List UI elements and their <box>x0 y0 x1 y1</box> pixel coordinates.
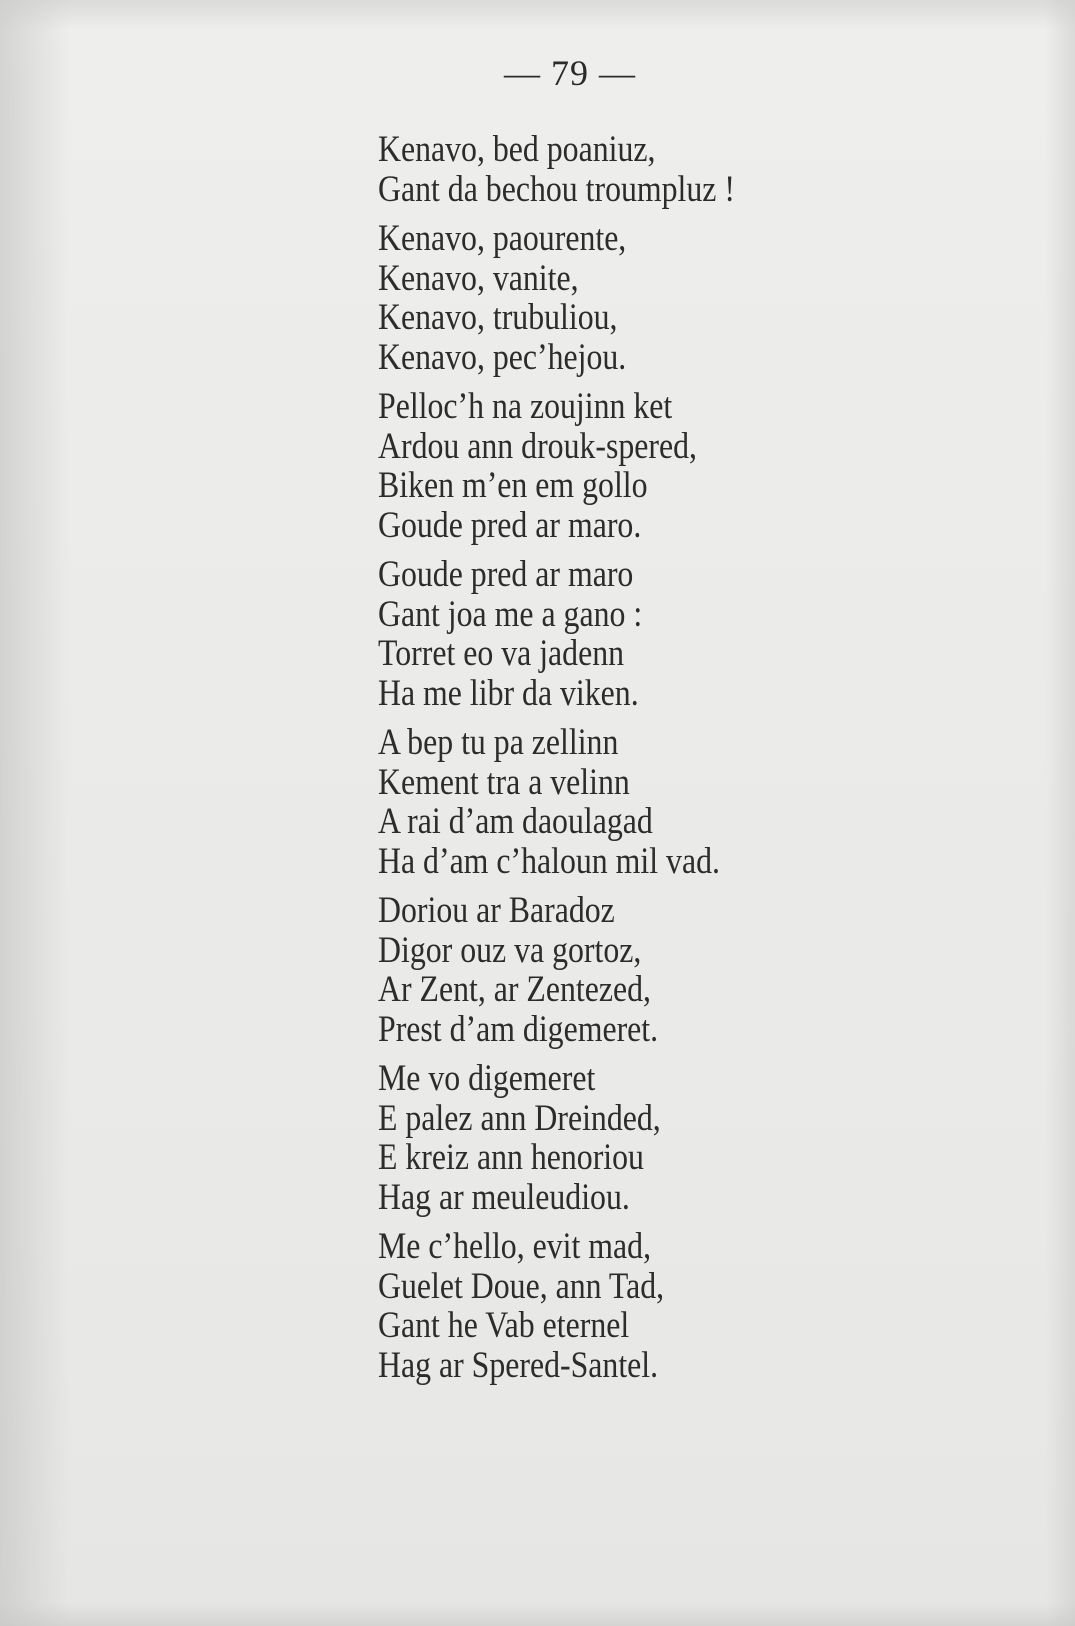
poem-line: Digor ouz va gortoz, <box>378 929 642 971</box>
paper-edge-right <box>1045 0 1075 1626</box>
poem-line: Goude pred ar maro <box>378 554 634 595</box>
poem-text <box>378 130 860 1395</box>
poem-line: E palez ann Dreinded, <box>378 1097 661 1139</box>
poem-line: Goude pred ar maro. <box>378 504 642 546</box>
poem-line: Kenavo, trubuliou, <box>378 297 618 338</box>
stanza-3 <box>378 387 860 545</box>
stanza-6 <box>378 891 860 1049</box>
poem-line: Prest d’am digemeret. <box>378 1008 659 1050</box>
poem-line: Ha d’am c’haloun mil vad. <box>378 840 720 882</box>
poem-line: Torret eo va jadenn <box>378 633 625 674</box>
poem-line: Gant he Vab eternel <box>378 1305 630 1346</box>
poem-line: E kreiz ann henoriou <box>378 1137 644 1178</box>
poem-line: Kenavo, pec’hejou. <box>378 336 627 378</box>
stanza-1 <box>378 130 860 209</box>
poem-line: Pelloc’h na zoujinn ket <box>378 386 673 427</box>
poem-line: Kenavo, vanite, <box>378 257 579 299</box>
poem-line: Ha me libr da viken. <box>378 672 639 714</box>
poem-line: Biken m’en em gollo <box>378 465 648 506</box>
poem-line: Hag ar meuleudiou. <box>378 1176 630 1218</box>
paper-edge-top <box>0 0 1075 30</box>
stanza-2 <box>378 219 860 377</box>
poem-line: Guelet Doue, ann Tad, <box>378 1265 665 1307</box>
poem-line: Me vo digemeret <box>378 1058 596 1099</box>
poem-line: Gant joa me a gano : <box>378 593 643 635</box>
stanza-7 <box>378 1059 860 1217</box>
poem-line: A bep tu pa zellinn <box>378 722 619 763</box>
paper-edge-bottom <box>0 1602 1075 1626</box>
stanza-4 <box>378 555 860 713</box>
poem-line: Kement tra a velinn <box>378 761 630 803</box>
poem-line: Me c’hello, evit mad, <box>378 1226 652 1267</box>
poem-line: Ar Zent, ar Zentezed, <box>378 969 651 1010</box>
poem-line: A rai d’am daoulagad <box>378 801 653 842</box>
poem-line: Doriou ar Baradoz <box>378 890 615 931</box>
poem-line: Kenavo, bed poaniuz, <box>378 129 656 170</box>
poem-line: Ardou ann drouk-spered, <box>378 425 697 467</box>
poem-line: Hag ar Spered-Santel. <box>378 1344 659 1386</box>
page-number: — 79 — <box>504 53 636 93</box>
stanza-8 <box>378 1227 860 1385</box>
paper-edge-left <box>0 0 70 1626</box>
stanza-5 <box>378 723 860 881</box>
poem-line: Kenavo, paourente, <box>378 218 627 259</box>
poem-line: Gant da bechou troumpluz ! <box>378 168 735 210</box>
